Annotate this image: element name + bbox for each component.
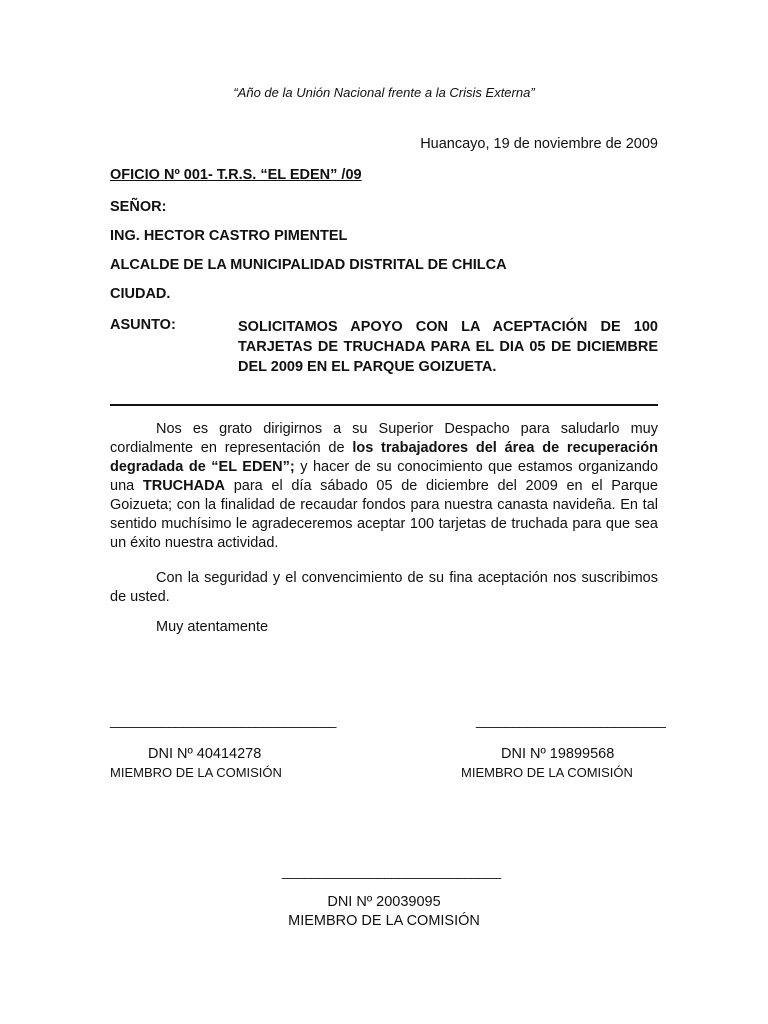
signature-role-2: MIEMBRO DE LA COMISIÓN: [461, 765, 633, 780]
recipient-name: ING. HECTOR CASTRO PIMENTEL: [110, 228, 348, 244]
signature-line-2: __________________________: [476, 712, 666, 728]
subject-text: SOLICITAMOS APOYO CON LA ACEPTACIÓN DE 100 TARJETAS DE TRUCHADA PARA EL DIA 05 DE DICIEMBRE DEL 2009 EN EL PARQUE GOIZUETA.: [238, 319, 658, 375]
p1-text-bold-truchada: TRUCHADA: [142, 478, 226, 494]
recipient-position: ALCALDE DE LA MUNICIPALIDAD DISTRITAL DE CHILCA: [110, 257, 507, 273]
p1-text-a: Nos es grato dirigirnos a su Superior Despacho para saludarlo muy cordialmente en representación de: [110, 421, 658, 456]
place-date: Huancayo, 19 de noviembre de 2009: [420, 136, 658, 152]
year-motto: “Año de la Unión Nacional frente a la Crisis Externa”: [233, 85, 535, 100]
signature-dni-1: DNI Nº 40414278: [148, 746, 262, 762]
signature-dni-3: DNI Nº 20039095: [327, 894, 441, 910]
p1-text-e: para el día sábado 05 de diciembre del 2009 en el Parque Goizueta; con la finalidad de recaudar fondos para nuestra canasta navideña. En tal sentido muchísimo le agradeceremos aceptar 100 tarjetas de truchada para que sea un éxito nuestra actividad.: [110, 478, 658, 551]
signature-role-1: MIEMBRO DE LA COMISIÓN: [110, 765, 282, 780]
signature-dni-2: DNI Nº 19899568: [501, 746, 615, 762]
recipient-city: CIUDAD.: [110, 286, 171, 302]
p1-text-c: y hacer de su conocimiento que estamos organizando una: [110, 459, 659, 494]
signature-line-3: ______________________________: [282, 863, 501, 879]
p1-text-bold-workers: los trabajadores del área de recuperación degradada de “EL EDEN”;: [110, 440, 658, 475]
subject-label: ASUNTO:: [110, 317, 176, 333]
oficio-number: OFICIO Nº 001- T.R.S. “EL EDEN” /09: [110, 167, 362, 183]
body-paragraph-1: [110, 420, 658, 553]
signature-role-3: MIEMBRO DE LA COMISIÓN: [288, 913, 480, 929]
separator-rule: [110, 404, 658, 406]
signature-line-1: _______________________________: [110, 712, 336, 728]
salutation: SEÑOR:: [110, 199, 167, 215]
closing-phrase: Muy atentamente: [156, 619, 269, 635]
body-paragraph-2: Con la seguridad y el convencimiento de su fina aceptación nos suscribimos de usted.: [110, 570, 658, 605]
